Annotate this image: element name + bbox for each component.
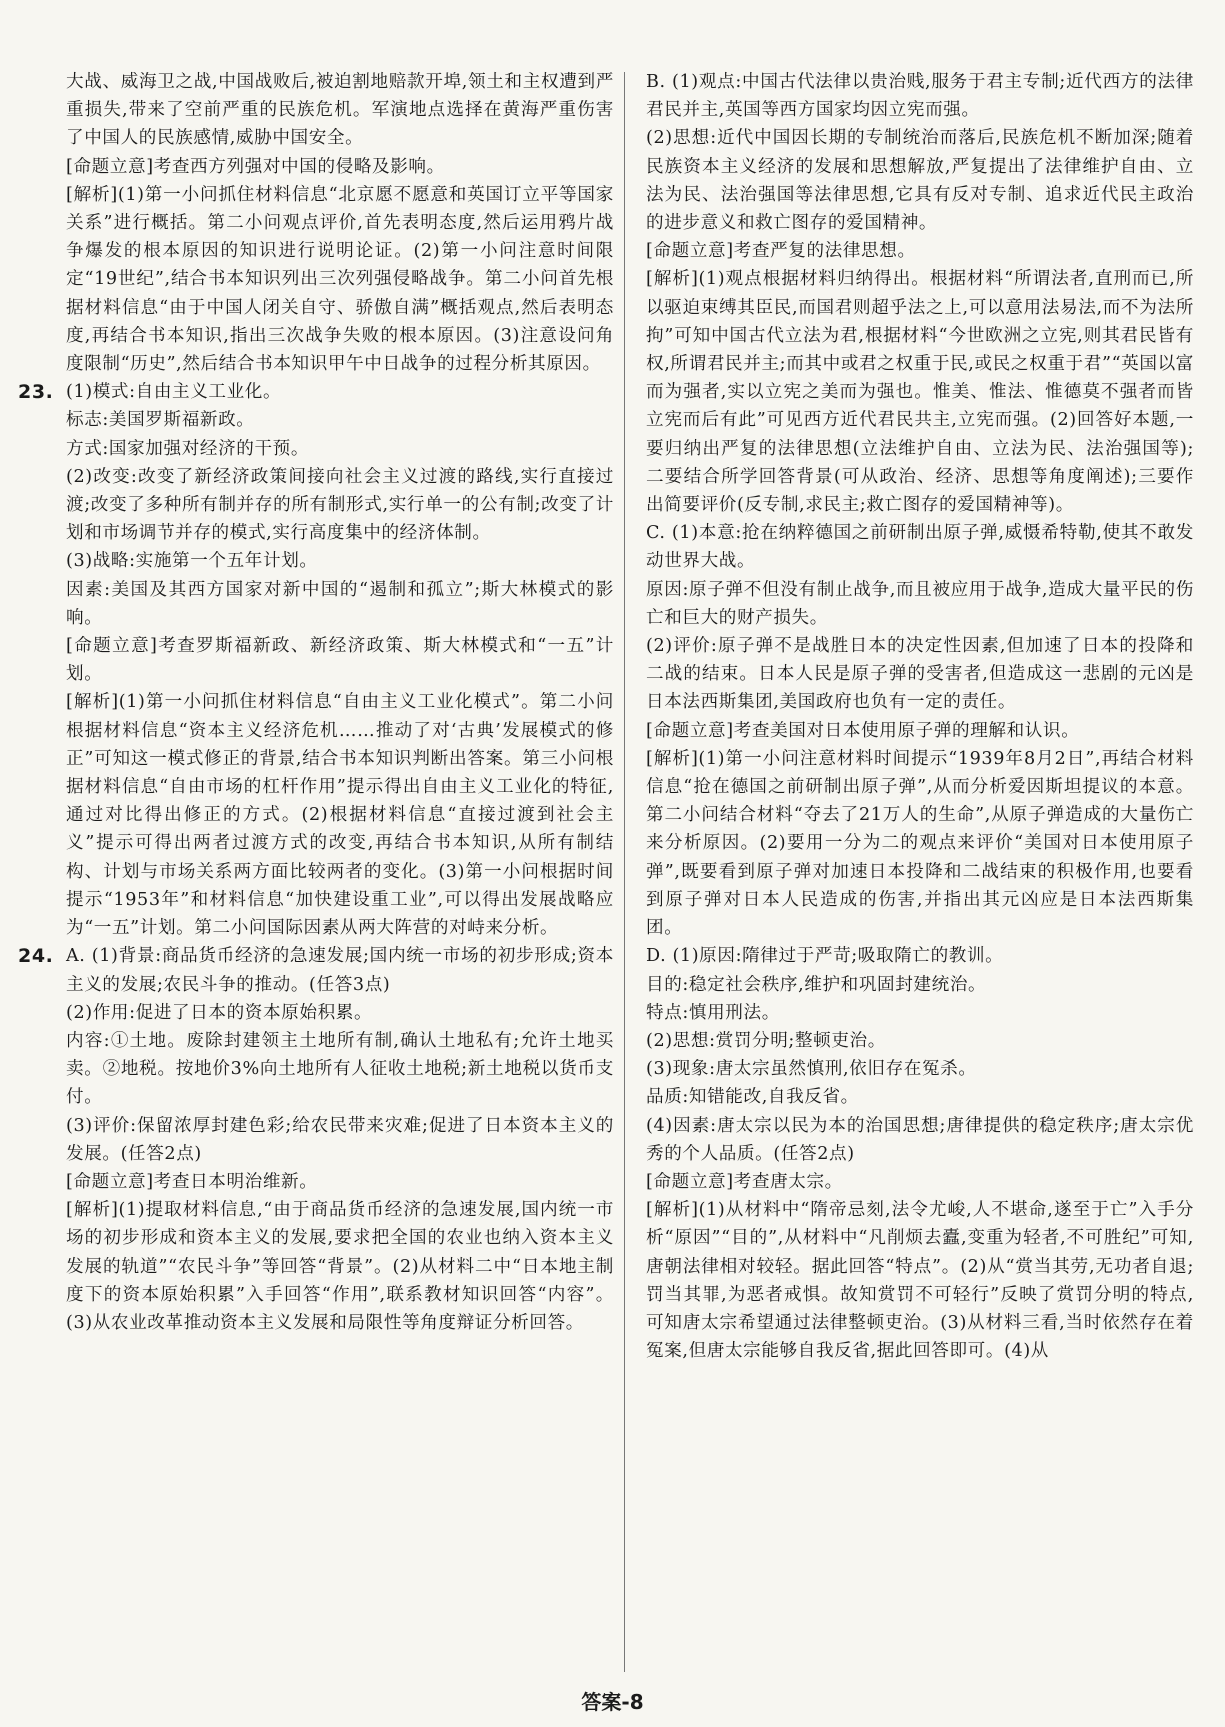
- left-column: [18, 68, 614, 1337]
- answer-paragraph: [646, 124, 1194, 237]
- paragraph-text: (1)模式:自由主义工业化。: [66, 382, 282, 403]
- answer-paragraph: [66, 576, 614, 632]
- annotation-paragraph: [66, 632, 614, 688]
- annotation-paragraph: [66, 1168, 614, 1196]
- paragraph-text: [命题立意]考查美国对日本使用原子弹的理解和认识。: [646, 720, 1080, 741]
- answer-paragraph: [66, 1112, 614, 1168]
- paragraph-text: 目的:稳定社会秩序,维护和巩固封建统治。: [646, 974, 987, 995]
- paragraph-text: (2)思想:近代中国因长期的专制统治而落后,民族危机不断加深;随着民族资本主义经济的发展和思想解放,严复提出了法律维护自由、立法为民、法治强国等法律思想,它具有反对专制、追求近代民主政治的进步意义和救亡图存的爱国精神。: [646, 128, 1195, 234]
- annotation-paragraph: [646, 1196, 1194, 1365]
- answer-paragraph: [18, 378, 614, 406]
- answer-paragraph: [646, 1055, 1194, 1083]
- answer-paragraph: [18, 942, 614, 998]
- answer-paragraph: [646, 942, 1194, 970]
- paragraph-text: [解析](1)提取材料信息,“由于商品货币经济的急速发展,国内统一市场的初步形成和资本主义的发展,要求把全国的农业也纳入资本主义发展的轨道”“农民斗争”等回答“背景”。(2)从材料二中“日本地主制度下的资本原始积累”入手回答“作用”,联系教材知识回答“内容”。(3)从农业改革推动资本主义发展和局限性等角度辩证分析回答。: [66, 1200, 614, 1333]
- paragraph-text: (3)战略:实施第一个五年计划。: [66, 551, 318, 572]
- answer-paragraph: [646, 576, 1194, 632]
- paragraph-text: [命题立意]考查唐太宗。: [646, 1171, 843, 1192]
- paragraph-text: B. (1)观点:中国古代法律以贵治贱,服务于君主专制;近代西方的法律君民并主,英国等西方国家均因立宪而强。: [646, 72, 1194, 121]
- paragraph-text: D. (1)原因:隋律过于严苛;吸取隋亡的教训。: [646, 946, 1004, 967]
- answer-paragraph: [66, 547, 614, 575]
- paragraph-text: 特点:慎用刑法。: [646, 1002, 780, 1023]
- answer-paragraph: [646, 1083, 1194, 1111]
- paragraph-text: (2)改变:改变了新经济政策间接向社会主义过渡的路线,实行直接过渡;改变了多种所有制并存的所有制形式,实行单一的公有制;改变了计划和市场调节并存的模式,实行高度集中的经济体制。: [66, 466, 614, 544]
- paragraph-text: (2)作用:促进了日本的资本原始积累。: [66, 1002, 373, 1023]
- annotation-paragraph: [646, 237, 1194, 265]
- paragraph-text: [命题立意]考查严复的法律思想。: [646, 241, 916, 262]
- answer-paragraph: [646, 971, 1194, 999]
- paragraph-text: [解析](1)从材料中“隋帝忌刻,法令尤峻,人不堪命,遂至于亡”入手分析“原因”“目的”,从材料中“凡削烦去蠹,变重为轻者,不可胜纪”可知,唐朝法律相对较轻。据此回答“特点”。(2)从“赏当其劳,无功者自退;罚当其罪,为恶者戒惧。故知赏罚不可轻行”反映了赏罚分明的特点,可知唐太宗希望通过法律整顿吏治。(3)从材料三看,当时依然存在着冤案,但唐太宗能够自我反省,据此回答即可。(4)从: [646, 1200, 1194, 1362]
- paragraph-text: [解析](1)第一小问抓住材料信息“北京愿不愿意和英国订立平等国家关系”进行概括。第二小问观点评价,首先表明态度,然后运用鸦片战争爆发的根本原因的知识进行说明论证。(2)第一小问注意时间限定“19世纪”,结合书本知识列出三次列强侵略战争。第二小问首先根据材料信息“由于中国人闭关自守、骄傲自满”概括观点,然后表明态度,再结合书本知识,指出三次战争失败的根本原因。(3)注意设问角度限制“历史”,然后结合书本知识甲午中日战争的过程分析其原因。: [66, 184, 614, 375]
- answer-paragraph: [66, 1027, 614, 1112]
- page-number: 答案-8: [581, 1690, 644, 1714]
- paragraph-text: [命题立意]考查罗斯福新政、新经济政策、斯大林模式和“一五”计划。: [66, 636, 614, 685]
- paragraph-text: (2)评价:原子弹不是战胜日本的决定性因素,但加速了日本的投降和二战的结束。日本人民是原子弹的受害者,但造成这一悲剧的元凶是日本法西斯集团,美国政府也负有一定的责任。: [646, 636, 1194, 713]
- answer-paragraph: [66, 68, 614, 153]
- paragraph-text: [命题立意]考查日本明治维新。: [66, 1171, 318, 1192]
- annotation-paragraph: [66, 153, 614, 181]
- paragraph-text: (2)思想:赏罚分明;整顿吏治。: [646, 1030, 886, 1051]
- paragraph-text: [解析](1)第一小问抓住材料信息“自由主义工业化模式”。第二小问根据材料信息“资本主义经济危机……推动了对‘古典’发展模式的修正”可知这一模式修正的背景,结合书本知识判断出答案。第三小问根据材料信息“自由市场的杠杆作用”提示得出自由主义工业化的特征,通过对比得出修正的方式。(2)根据材料信息“直接过渡到社会主义”提示可得出两者过渡方式的改变,再结合书本知识,从所有制结构、计划与市场关系两方面比较两者的变化。(3)第一小问根据时间提示“1953年”和材料信息“加快建设重工业”,可以得出发展战略应为“一五”计划。第二小问国际因素从两大阵营的对峙来分析。: [66, 692, 614, 939]
- annotation-paragraph: [646, 1168, 1194, 1196]
- annotation-paragraph: [66, 688, 614, 942]
- paragraph-text: 方式:国家加强对经济的干预。: [66, 438, 310, 459]
- paragraph-text: [解析](1)第一小问注意材料时间提示“1939年8月2日”,再结合材料信息“抢在德国之前研制出原子弹”,从而分析爱因斯坦提议的本意。第二小问结合材料“夺去了21万人的生命”,从原子弹造成的大量伤亡来分析原因。(2)要用一分为二的观点来评价“美国对日本使用原子弹”,既要看到原子弹对加速日本投降和二战结束的积极作用,也要看到原子弹对日本人民造成的伤害,并指出其元凶应是日本法西斯集团。: [646, 748, 1194, 939]
- answer-paragraph: [646, 68, 1194, 124]
- answer-paragraph: [66, 406, 614, 434]
- paragraph-text: (3)评价:保留浓厚封建色彩;给农民带来灾难;促进了日本资本主义的发展。(任答2点): [66, 1115, 614, 1164]
- paragraph-text: 原因:原子弹不但没有制止战争,而且被应用于战争,造成大量平民的伤亡和巨大的财产损失。: [646, 579, 1194, 628]
- answer-paragraph: [66, 999, 614, 1027]
- answer-paragraph: [66, 435, 614, 463]
- annotation-paragraph: [646, 717, 1194, 745]
- right-column: [646, 68, 1194, 1365]
- question-number: 23.: [18, 381, 54, 404]
- annotation-paragraph: [646, 265, 1194, 519]
- paragraph-text: 内容:①土地。废除封建领主土地所有制,确认土地私有;允许土地买卖。②地税。按地价3%向土地所有人征收土地税;新土地税以货币支付。: [66, 1030, 614, 1108]
- annotation-paragraph: [646, 745, 1194, 942]
- column-divider: [624, 72, 625, 1672]
- answer-paragraph: [646, 1112, 1194, 1168]
- paragraph-text: C. (1)本意:抢在纳粹德国之前研制出原子弹,威慑希特勒,使其不敢发动世界大战。: [646, 523, 1194, 572]
- answer-paragraph: [646, 632, 1194, 717]
- paragraph-text: 品质:知错能改,自我反省。: [646, 1087, 859, 1108]
- paragraph-text: 标志:美国罗斯福新政。: [66, 410, 255, 431]
- paragraph-text: [命题立意]考查西方列强对中国的侵略及影响。: [66, 156, 445, 177]
- annotation-paragraph: [66, 181, 614, 378]
- answer-paragraph: [646, 519, 1194, 575]
- paragraph-text: (4)因素:唐太宗以民为本的治国思想;唐律提供的稳定秩序;唐太宗优秀的个人品质。(任答2点): [646, 1115, 1194, 1164]
- paragraph-text: 因素:美国及其西方国家对新中国的“遏制和孤立”;斯大林模式的影响。: [66, 579, 614, 628]
- annotation-paragraph: [66, 1196, 614, 1337]
- paragraph-text: 大战、威海卫之战,中国战败后,被迫割地赔款开埠,领土和主权遭到严重损失,带来了空前严重的民族危机。军演地点选择在黄海严重伤害了中国人的民族感情,威胁中国安全。: [66, 72, 614, 149]
- answer-paragraph: [646, 1027, 1194, 1055]
- paragraph-text: [解析](1)观点根据材料归纳得出。根据材料“所谓法者,直刑而已,所以驱迫束缚其臣民,而国君则超乎法之上,可以意用法易法,而不为法所拘”可知中国古代立法为君,根据材料“今世欧洲之立宪,则其君民皆有权,所谓君民并主;而其中或君之权重于民,或民之权重于君”“英国以富而为强者,实以立宪之美而为强也。惟美、惟法、惟德莫不强者而皆立宪而后有此”可见西方近代君民共主,立宪而强。(2)回答好本题,一要归纳出严复的法律思想(立法维护自由、立法为民、法治强国等);二要结合所学回答背景(可从政治、经济、思想等角度阐述);三要作出简要评价(反专制,求民主;救亡图存的爱国精神等)。: [646, 269, 1194, 516]
- paragraph-text: A. (1)背景:商品货币经济的急速发展;国内统一市场的初步形成;资本主义的发展;农民斗争的推动。(任答3点): [66, 946, 614, 995]
- answer-paragraph: [646, 999, 1194, 1027]
- paragraph-text: (3)现象:唐太宗虽然慎刑,依旧存在冤杀。: [646, 1059, 977, 1080]
- question-number: 24.: [18, 945, 54, 968]
- answer-paragraph: [66, 463, 614, 548]
